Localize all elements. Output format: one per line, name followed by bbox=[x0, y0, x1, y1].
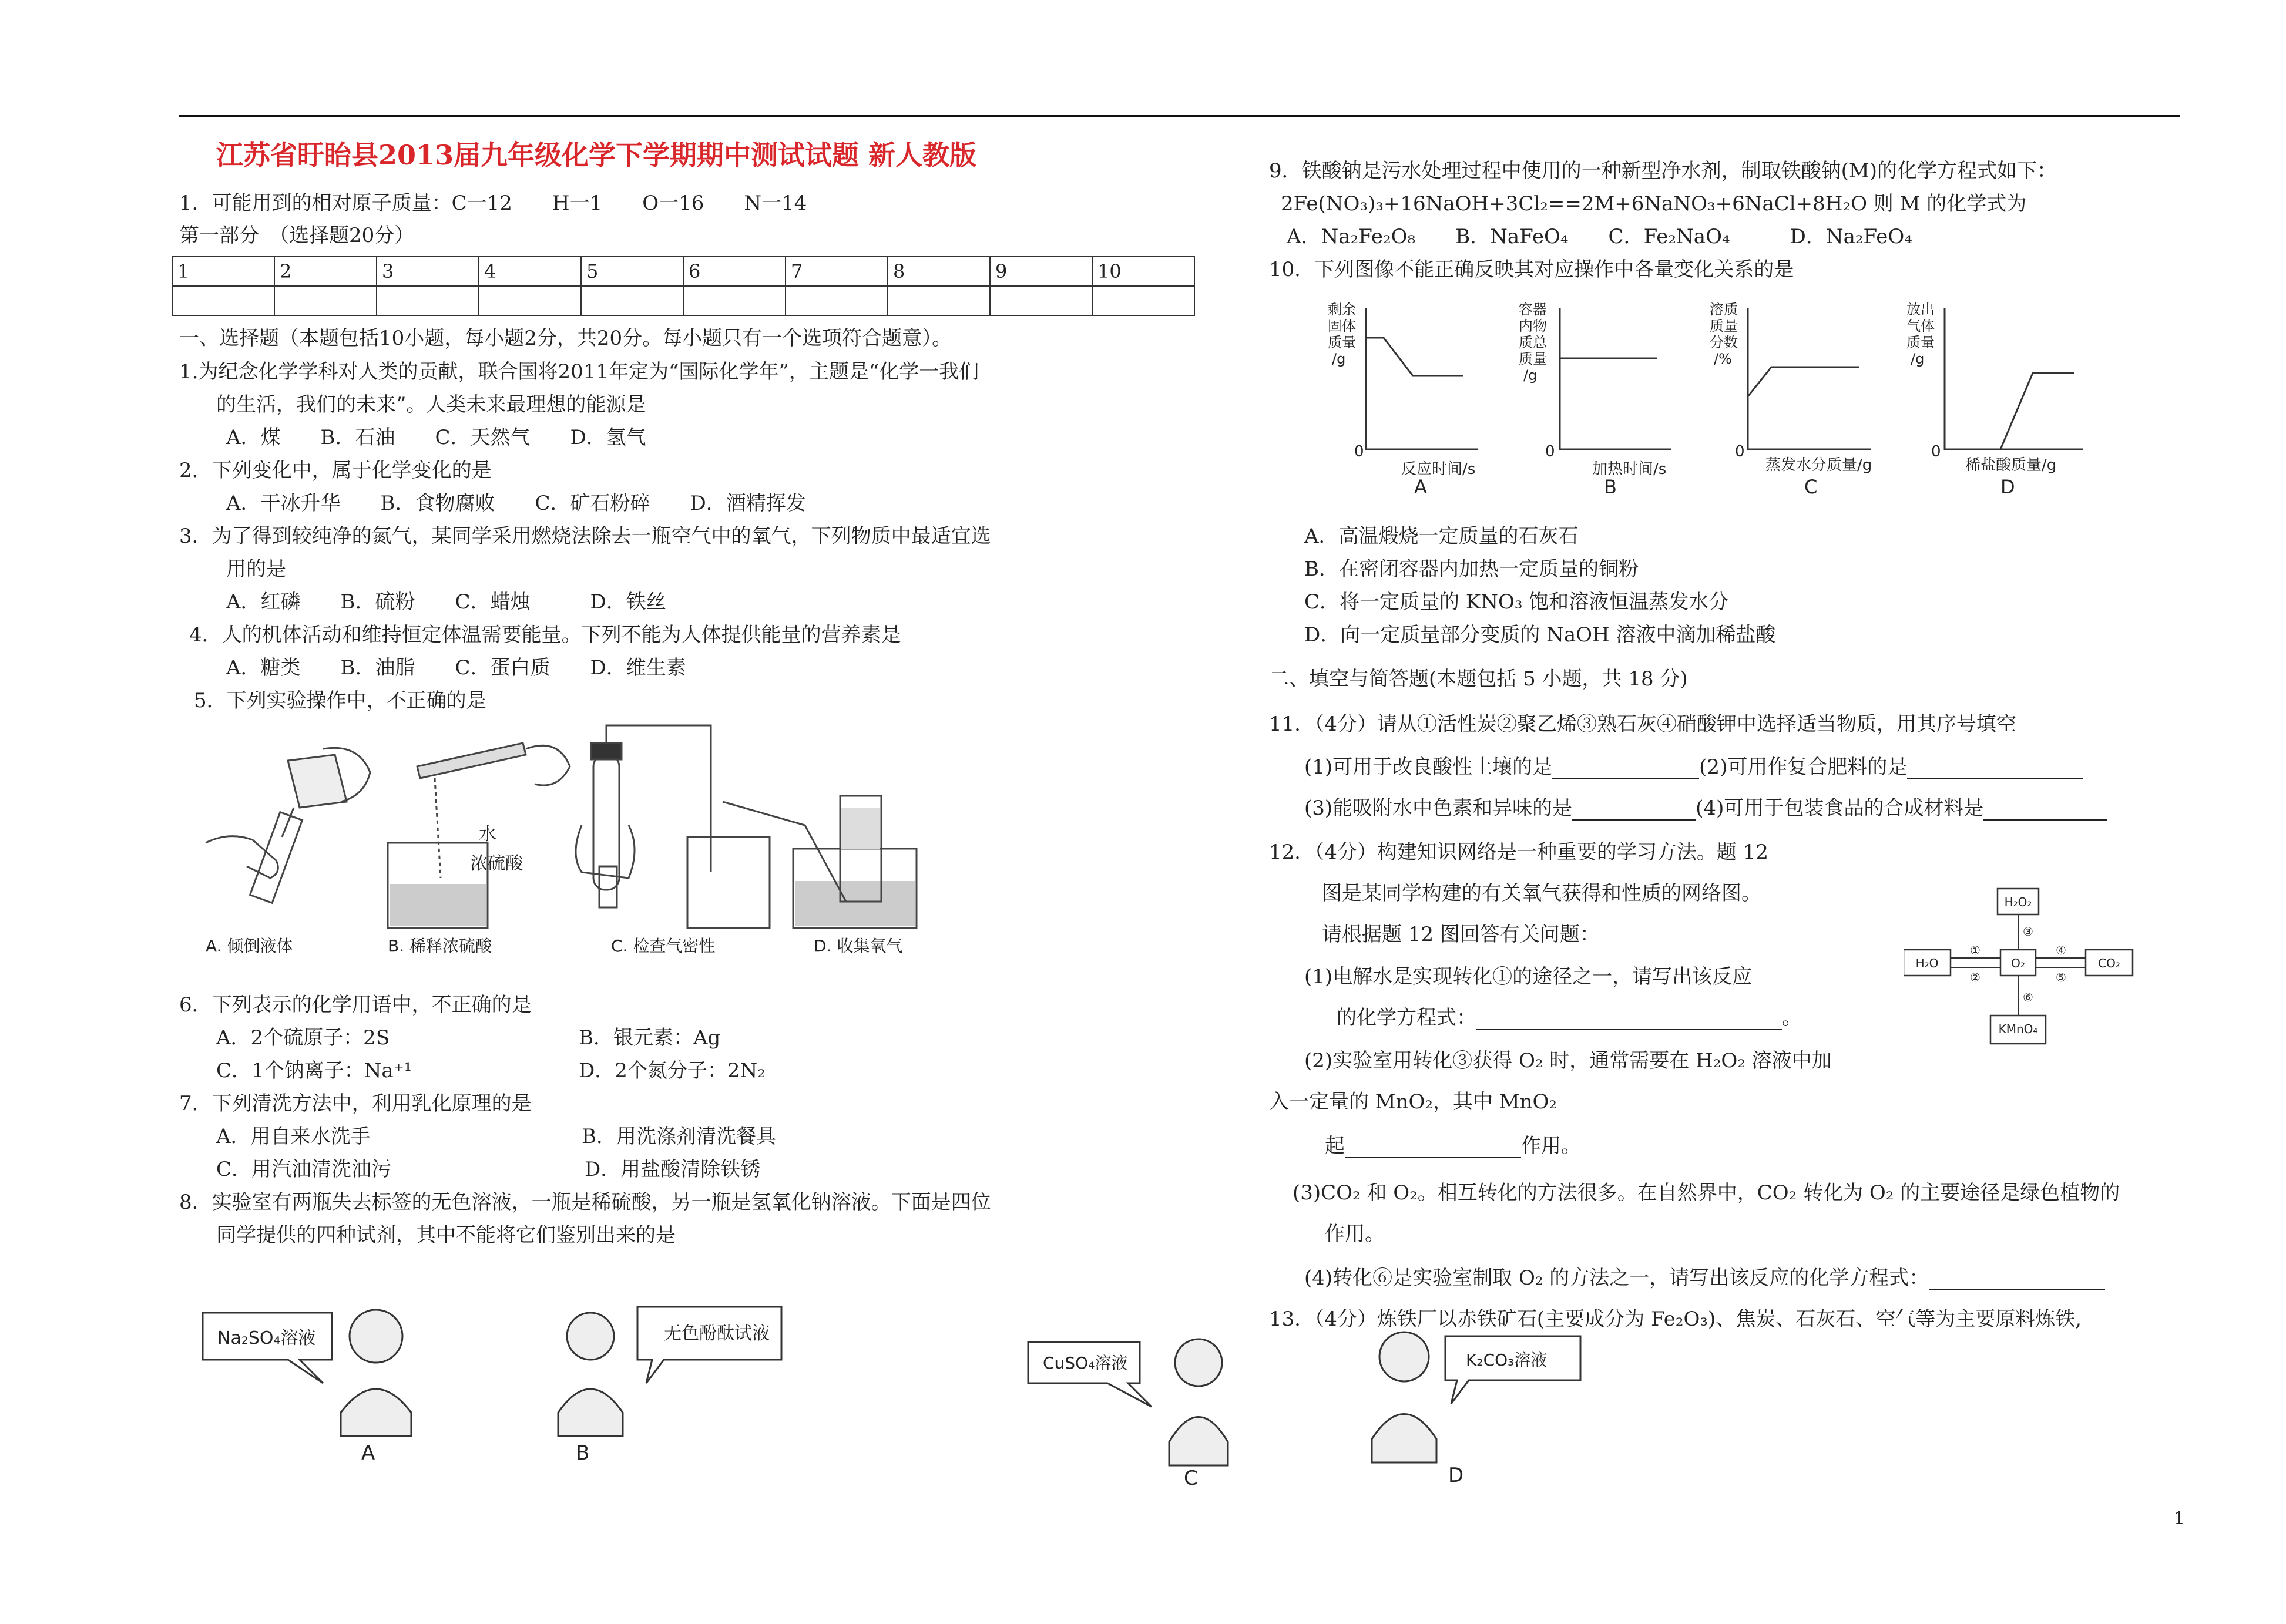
graph-d-origin: 0 bbox=[1931, 443, 1941, 460]
graph-a-ylabel: 剩余 bbox=[1328, 301, 1356, 318]
graph-b-ylabel: 质总 bbox=[1519, 334, 1547, 351]
graph-b-ylabel: 容器 bbox=[1519, 301, 1547, 318]
q10-text: 10．下列图像不能正确反映其对应操作中各量变化关系的是 bbox=[1269, 258, 1794, 281]
graph-d-letter: D bbox=[2000, 476, 2015, 498]
q11-blank-1[interactable] bbox=[1552, 759, 1699, 779]
student-label-d: D bbox=[1448, 1464, 1464, 1487]
q12-text-cont: 图是某同学构建的有关氧气获得和性质的网络图。 bbox=[1322, 882, 1761, 905]
q12-1-text: (1)电解水是实现转化①的途径之一，请写出该反应 bbox=[1304, 965, 1753, 988]
answer-cell[interactable] bbox=[479, 286, 581, 315]
q7-option-d: D．用盐酸清除铁锈 bbox=[585, 1158, 761, 1181]
q1-options: A．煤 B．石油 C．天然气 D．氢气 bbox=[226, 426, 646, 449]
answer-table-header-row bbox=[172, 257, 1194, 286]
bubble-d-text: K₂CO₃溶液 bbox=[1466, 1350, 1548, 1370]
graph-a-origin: 0 bbox=[1354, 443, 1364, 460]
q10-option-a: A．高温煅烧一定质量的石灰石 bbox=[1304, 524, 1579, 548]
q1-text: 1.为纪念化学学科对人类的贡献，联合国将2011年定为“国际化学年”，主题是“化学一我们 bbox=[179, 360, 979, 384]
speech-bubble-b bbox=[637, 1307, 781, 1383]
q2-text: 2．下列变化中，属于化学变化的是 bbox=[179, 459, 492, 482]
q8-text: 8．实验室有两瓶失去标签的无色溶液，一瓶是稀硫酸，另一瓶是氢氧化钠溶液。下面是四位 bbox=[179, 1191, 991, 1214]
node-h2o-label: H₂O bbox=[1915, 956, 1939, 970]
q7-text: 7．下列清洗方法中，利用乳化原理的是 bbox=[179, 1092, 532, 1115]
answer-header-cell: 7 bbox=[786, 257, 888, 286]
step-6-label: ⑥ bbox=[2023, 990, 2033, 1004]
q11-blank-4[interactable] bbox=[1983, 801, 2107, 821]
q12-text: 12．（4分）构建知识网络是一种重要的学习方法。题 12 bbox=[1269, 840, 1768, 864]
q8-text-cont: 同学提供的四种试剂，其中不能将它们鉴别出来的是 bbox=[216, 1223, 676, 1247]
graph-c-ylabel: 溶质 bbox=[1710, 301, 1738, 318]
graph-a-letter: A bbox=[1414, 476, 1427, 498]
header-rule bbox=[179, 115, 2180, 117]
graph-a-line bbox=[1366, 338, 1463, 376]
q9-options: A．Na₂Fe₂O₈ B．NaFeO₄ C．Fe₂NaO₄ D．Na₂FeO₄ bbox=[1287, 225, 1912, 248]
q12-2-text: (2)实验室用转化③获得 O₂ 时，通常需要在 H₂O₂ 溶液中加 bbox=[1304, 1049, 1832, 1072]
answer-cell[interactable] bbox=[172, 286, 274, 315]
step-1-label: ① bbox=[1970, 943, 1980, 957]
graph-d-axes bbox=[1945, 308, 2083, 449]
answer-header-cell: 1 bbox=[172, 257, 274, 286]
answer-cell[interactable] bbox=[377, 286, 479, 315]
q3-text: 3．为了得到较纯净的氮气，某同学采用燃烧法除去一瓶空气中的氧气，下列物质中最适宜选 bbox=[179, 524, 991, 548]
q7-option-b: B．用洗涤剂清洗餐具 bbox=[582, 1125, 776, 1148]
bubble-a-text: Na₂SO₄溶液 bbox=[217, 1328, 316, 1349]
graph-a-axes bbox=[1366, 308, 1478, 449]
q5-text: 5．下列实验操作中，不正确的是 bbox=[194, 689, 486, 712]
q6-option-a: A．2个硫原子：2S bbox=[216, 1026, 390, 1050]
q12-blank-4[interactable] bbox=[1929, 1270, 2105, 1290]
page-title: 江苏省盱眙县2013届九年级化学下学期期中测试试题 新人教版 bbox=[216, 139, 977, 171]
q9-equation: 2Fe(NO₃)₃+16NaOH+3Cl₂==2M+6NaNO₃+6NaCl+8H₂O 则 M 的化学式为 bbox=[1281, 192, 2027, 216]
graph-c-ylabel: /% bbox=[1714, 351, 1732, 367]
student-b-icon bbox=[558, 1313, 623, 1436]
answer-header-cell: 8 bbox=[888, 257, 990, 286]
graph-b-axes bbox=[1560, 308, 1671, 449]
answer-cell[interactable] bbox=[990, 286, 1092, 315]
graph-a-xlabel: 反应时间/s bbox=[1401, 460, 1476, 478]
q9-text: 9．铁酸钠是污水处理过程中使用的一种新型净水剂，制取铁酸钠(M)的化学方程式如下： bbox=[1269, 159, 2057, 183]
graph-c-xlabel: 蒸发水分质量/g bbox=[1765, 456, 1872, 474]
step-5-label: ⑤ bbox=[2056, 970, 2066, 984]
fig-label-b: B. 稀释浓硫酸 bbox=[388, 936, 492, 956]
student-c-icon bbox=[1169, 1339, 1228, 1465]
fig-label-a: A. 倾倒液体 bbox=[206, 936, 293, 956]
q6-text: 6．下列表示的化学用语中，不正确的是 bbox=[179, 993, 532, 1017]
airtightness-check-illustration bbox=[576, 725, 770, 928]
graph-c-line bbox=[1748, 367, 1859, 396]
step-2-label: ② bbox=[1970, 970, 1980, 984]
graph-d-ylabel: /g bbox=[1911, 351, 1925, 367]
graph-d-ylabel: 放出 bbox=[1906, 301, 1935, 318]
graph-b-xlabel: 加热时间/s bbox=[1592, 460, 1667, 478]
q11-blank-3[interactable] bbox=[1572, 801, 1696, 821]
node-h2o2-label: H₂O₂ bbox=[2004, 895, 2032, 909]
step-3-label: ③ bbox=[2023, 924, 2033, 939]
node-co2-label: CO₂ bbox=[2098, 956, 2120, 970]
answer-header-cell: 10 bbox=[1092, 257, 1194, 286]
graph-b-ylabel: 内物 bbox=[1519, 318, 1547, 334]
atomic-masses: 1．可能用到的相对原子质量：C一12 H一1 O一16 N一14 bbox=[179, 191, 807, 215]
q11-part2: (3)能吸附水中色素和异味的是 (4)可用于包装食品的合成材料是 bbox=[1304, 796, 2107, 821]
step-4-label: ④ bbox=[2056, 943, 2066, 957]
pouring-liquid-illustration bbox=[206, 748, 370, 903]
q6-option-c: C．1个钠离子：Na⁺¹ bbox=[216, 1059, 412, 1082]
q10-option-c: C．将一定质量的 KNO₃ 饱和溶液恒温蒸发水分 bbox=[1304, 590, 1729, 614]
graph-d-xlabel: 稀盐酸质量/g bbox=[1965, 456, 2057, 474]
graph-b-ylabel: 质量 bbox=[1519, 351, 1547, 367]
answer-header-cell: 4 bbox=[479, 257, 581, 286]
answer-cell[interactable] bbox=[581, 286, 683, 315]
speech-bubble-c bbox=[1028, 1342, 1152, 1407]
graph-c-origin: 0 bbox=[1735, 443, 1745, 460]
q12-1-equation-line: 的化学方程式： 。 bbox=[1337, 1006, 1802, 1030]
water-label: 水 bbox=[479, 824, 496, 845]
graph-b-ylabel: /g bbox=[1523, 367, 1538, 384]
graph-c-axes bbox=[1748, 308, 1871, 449]
q6-option-b: B．银元素：Ag bbox=[579, 1026, 721, 1050]
answer-cell[interactable] bbox=[888, 286, 990, 315]
q10-option-b: B．在密闭容器内加热一定质量的铜粉 bbox=[1304, 557, 1639, 581]
q11-text: 11．（4分）请从①活性炭②聚乙烯③熟石灰④硝酸钾中选择适当物质，用其序号填空 bbox=[1269, 712, 2016, 736]
q11-blank-2[interactable] bbox=[1907, 759, 2083, 779]
answer-cell[interactable] bbox=[683, 286, 786, 315]
q13-text: 13．（4分）炼铁厂以赤铁矿石(主要成分为 Fe₂O₃)、焦炭、石灰石、空气等为主要原料炼铁, bbox=[1269, 1307, 2082, 1331]
q12-2-blank-line: 起 作用。 bbox=[1325, 1134, 1581, 1158]
answer-table-blank-row bbox=[172, 286, 1194, 315]
node-kmno4-label: KMnO₄ bbox=[1998, 1022, 2038, 1036]
q2-options: A．干冰升华 B．食物腐败 C．矿石粉碎 D．酒精挥发 bbox=[226, 492, 806, 515]
answer-cell[interactable] bbox=[786, 286, 888, 315]
graph-a-ylabel: /g bbox=[1332, 351, 1346, 367]
graph-c-letter: C bbox=[1804, 476, 1818, 498]
student-a-icon bbox=[341, 1310, 411, 1436]
graph-d-ylabel: 气体 bbox=[1906, 318, 1935, 334]
q1-text-cont: 的生活，我们的未来”。人类未来最理想的能源是 bbox=[216, 393, 646, 416]
student-label-a: A bbox=[361, 1441, 375, 1465]
graph-c-ylabel: 分数 bbox=[1710, 334, 1738, 351]
fig-label-d: D. 收集氧气 bbox=[814, 936, 903, 956]
answer-cell[interactable] bbox=[274, 286, 377, 315]
graph-b-origin: 0 bbox=[1545, 443, 1555, 460]
bubble-b-text: 无色酚酞试液 bbox=[664, 1323, 770, 1344]
graph-a-ylabel: 质量 bbox=[1328, 334, 1356, 351]
q3-options: A．红磷 B．硫粉 C．蜡烛 D．铁丝 bbox=[226, 590, 666, 614]
q4-options: A．糖类 B．油脂 C．蛋白质 D．维生素 bbox=[226, 656, 686, 680]
graph-b-letter: B bbox=[1604, 476, 1617, 498]
q12-network-diagram bbox=[1904, 884, 2150, 1048]
q5-experiment-figure bbox=[194, 719, 928, 957]
q12-blank-2[interactable] bbox=[1345, 1138, 1521, 1158]
q3-text-cont: 用的是 bbox=[226, 557, 286, 581]
answer-table bbox=[172, 256, 1195, 316]
answer-header-cell: 3 bbox=[377, 257, 479, 286]
answer-header-cell: 6 bbox=[683, 257, 786, 286]
q6-option-d: D．2个氮分子：2N₂ bbox=[579, 1059, 766, 1082]
answer-header-cell: 2 bbox=[274, 257, 377, 286]
q12-3-text-cont: 作用。 bbox=[1325, 1222, 1385, 1246]
q12-3-text: (3)CO₂ 和 O₂。相互转化的方法很多。在自然界中，CO₂ 转化为 O₂ 的主要途径是绿色植物的 bbox=[1293, 1181, 2120, 1205]
q10-option-d: D．向一定质量部分变质的 NaOH 溶液中滴加稀盐酸 bbox=[1304, 623, 1776, 647]
q11-part1: (1)可用于改良酸性土壤的是 (2)可用作复合肥料的是 bbox=[1304, 755, 2083, 779]
q7-option-a: A．用自来水洗手 bbox=[216, 1125, 371, 1148]
collect-oxygen-illustration bbox=[723, 796, 917, 928]
acid-label: 浓硫酸 bbox=[470, 853, 523, 874]
answer-header-cell: 5 bbox=[581, 257, 683, 286]
q10-graphs bbox=[1295, 297, 2153, 514]
graph-d-ylabel: 质量 bbox=[1906, 334, 1935, 351]
student-d-icon bbox=[1372, 1332, 1436, 1462]
fig-label-c: C. 检查气密性 bbox=[611, 936, 716, 956]
student-label-c: C bbox=[1184, 1467, 1198, 1489]
answer-cell[interactable] bbox=[1092, 286, 1194, 315]
q12-2-text-cont: 入一定量的 MnO₂，其中 MnO₂ bbox=[1269, 1090, 1557, 1114]
q12-4-text: (4)转化⑥是实验室制取 O₂ 的方法之一，请写出该反应的化学方程式： bbox=[1304, 1266, 2105, 1290]
node-o2-label: O₂ bbox=[2011, 956, 2025, 970]
part-one-heading: 第一部分 （选择题20分） bbox=[179, 224, 415, 247]
graph-a-ylabel: 固体 bbox=[1328, 318, 1356, 334]
answer-header-cell: 9 bbox=[990, 257, 1092, 286]
speech-bubble-d bbox=[1445, 1336, 1580, 1404]
page-number: 1 bbox=[2174, 1508, 2186, 1529]
graph-c-ylabel: 质量 bbox=[1710, 318, 1738, 334]
section-one-heading: 一、选择题（本题包括10小题，每小题2分，共20分。每小题只有一个选项符合题意）。 bbox=[179, 327, 952, 350]
section-two-heading: 二、填空与简答题(本题包括 5 小题，共 18 分) bbox=[1269, 667, 1688, 691]
student-label-b: B bbox=[576, 1441, 590, 1465]
graph-d-line bbox=[1945, 373, 2074, 449]
q12-text-cont2: 请根据题 12 图回答有关问题： bbox=[1322, 923, 1600, 946]
q4-text: 4．人的机体活动和维持恒定体温需要能量。下列不能为人体提供能量的营养素是 bbox=[189, 623, 901, 647]
bubble-c-text: CuSO₄溶液 bbox=[1043, 1353, 1128, 1373]
q7-option-c: C．用汽油清洗油污 bbox=[216, 1158, 392, 1181]
q12-blank-1[interactable] bbox=[1476, 1010, 1782, 1030]
